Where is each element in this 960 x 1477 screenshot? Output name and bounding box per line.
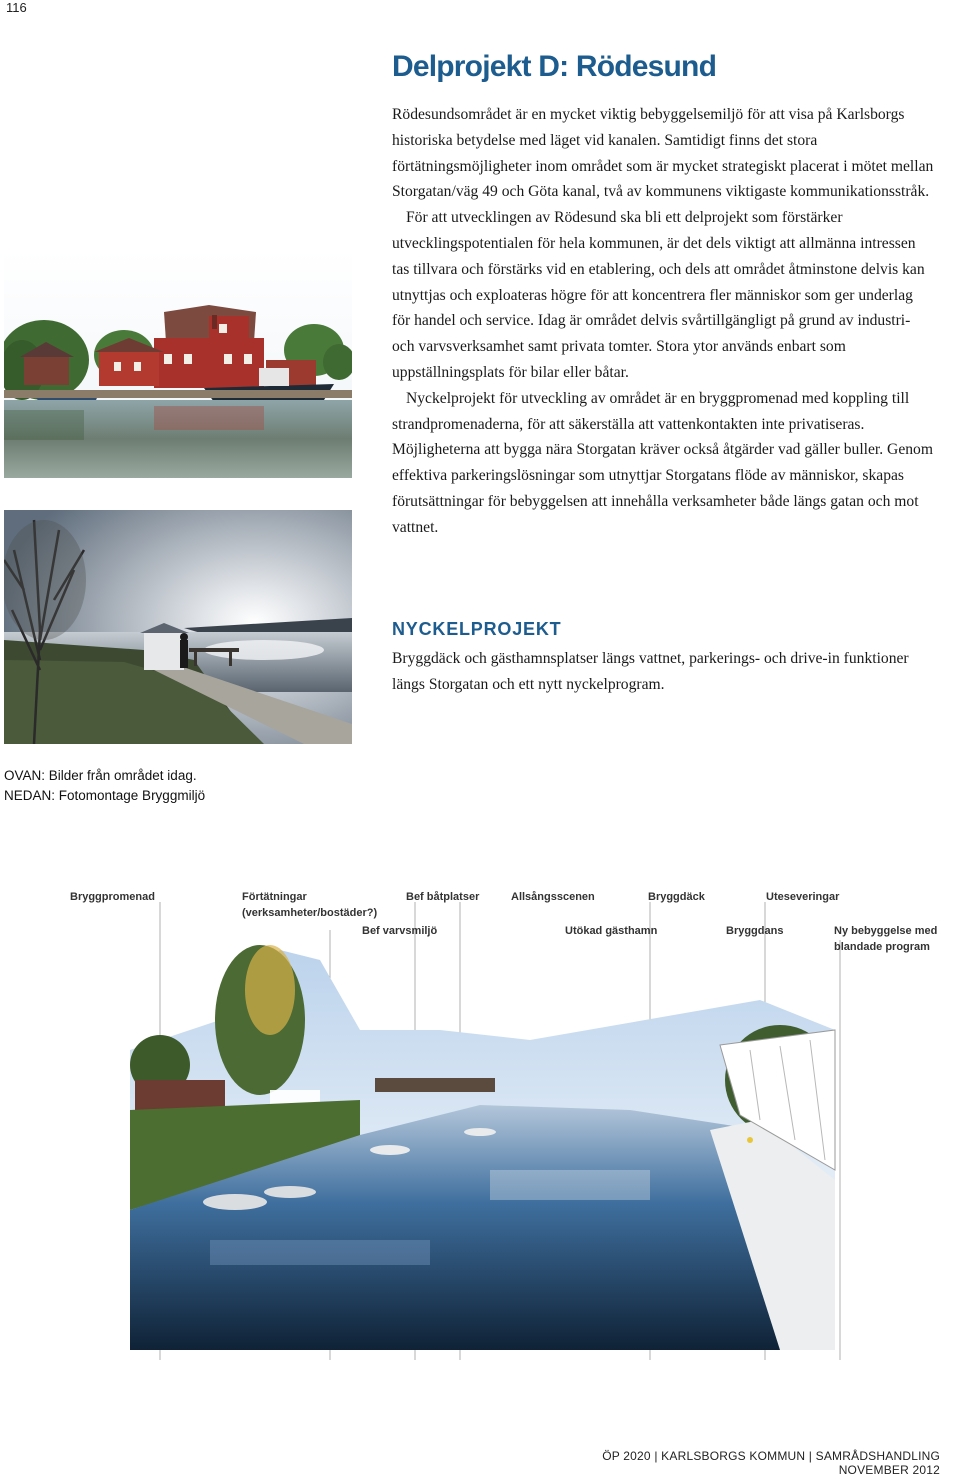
photomontage-diagram <box>60 880 960 1360</box>
caption-top: OVAN: Bilder från området idag. <box>4 768 197 783</box>
paragraph-key-project: Nyckelprojekt för utveckling av området är en bryggpromenad med koppling till strandpromenaderna, för att säkerställa att vattenkontakten inte privatiseras. Möjligheterna att bygga nära Storgatan kräver också åtgärder vad gäller buller. Genom effektiva parkeringslösningar som utnyttjar Storgatans flöde av människor, skapas förutsättningar för bebyggelsen att innehålla verksamheter både längs gatan och mot vattnet. <box>392 389 933 536</box>
label-allsangsscenen: Allsångsscenen <box>511 891 595 903</box>
label-bryggdack: Bryggdäck <box>648 891 705 903</box>
label-bef-varvsmiljo: Bef varvsmiljö <box>362 925 438 937</box>
label-fortatningar-sub: (verksamheter/bostäder?) <box>242 907 378 919</box>
label-uteserveringar: Uteseveringar <box>766 891 840 903</box>
label-bryggpromenad: Bryggpromenad <box>70 891 155 903</box>
key-project-heading: NYCKELPROJEKT <box>392 619 562 639</box>
paragraph-development: För att utvecklingen av Rödesund ska bli ett delprojekt som förstärker utvecklingspotentialen för hela kommunen, är det dels viktigt att allmänna intressen tas tillvara och förstärks vid en etablering, och dels att området åtminstone delvis kan utnyttjas och exploateras högre för att koncentrera fler människor som ger underlag för handel och service. Idag är området delvis svårtillgängligt på grund av industri- och varvsverksamhet samt privata tomter. Stora ytor används enbart som uppställningsplats för bilar eller båtar. <box>392 209 925 381</box>
key-project-text: Bryggdäck och gästhamnsplatser längs vattnet, parkerings- och drive-in funktioner längs Storgatan och ett nytt nyckelprogram. <box>392 650 909 693</box>
label-utokad-gasthamn: Utökad gästhamn <box>565 925 658 937</box>
harbour-photo <box>4 250 352 478</box>
page-title: Delprojekt D: Rödesund <box>392 50 717 83</box>
photo-captions <box>4 766 205 806</box>
lakeside-photo <box>4 510 352 744</box>
label-ny-bebyggelse-sub: blandade program <box>834 941 930 953</box>
label-fortatningar: Förtätningar <box>242 891 307 903</box>
label-bef-batplatser: Bef båtplatser <box>406 891 480 903</box>
body-text <box>392 102 934 541</box>
page-footer: ÖP 2020 | KARLSBORGS KOMMUN | SAMRÅDSHANDLING NOVEMBER 2012 <box>602 1449 940 1477</box>
label-bryggdans: Bryggdans <box>726 925 784 937</box>
paragraph-intro: Rödesundsområdet är en mycket viktig bebyggelsemiljö för att visa på Karlsborgs historiska betydelse med läget vid kanalen. Samtidigt finns det stora förtätningsmöjligheter inom området som är mycket strategiskt placerat i mötet mellan Storgatan/väg 49 och Göta kanal, två av kommunens viktigaste kommunikationsstråk. <box>392 106 934 201</box>
montage-photo <box>130 945 835 1350</box>
page-number: 116 <box>6 0 27 15</box>
caption-bottom: NEDAN: Fotomontage Bryggmiljö <box>4 788 206 803</box>
label-ny-bebyggelse: Ny bebyggelse med <box>834 925 938 937</box>
